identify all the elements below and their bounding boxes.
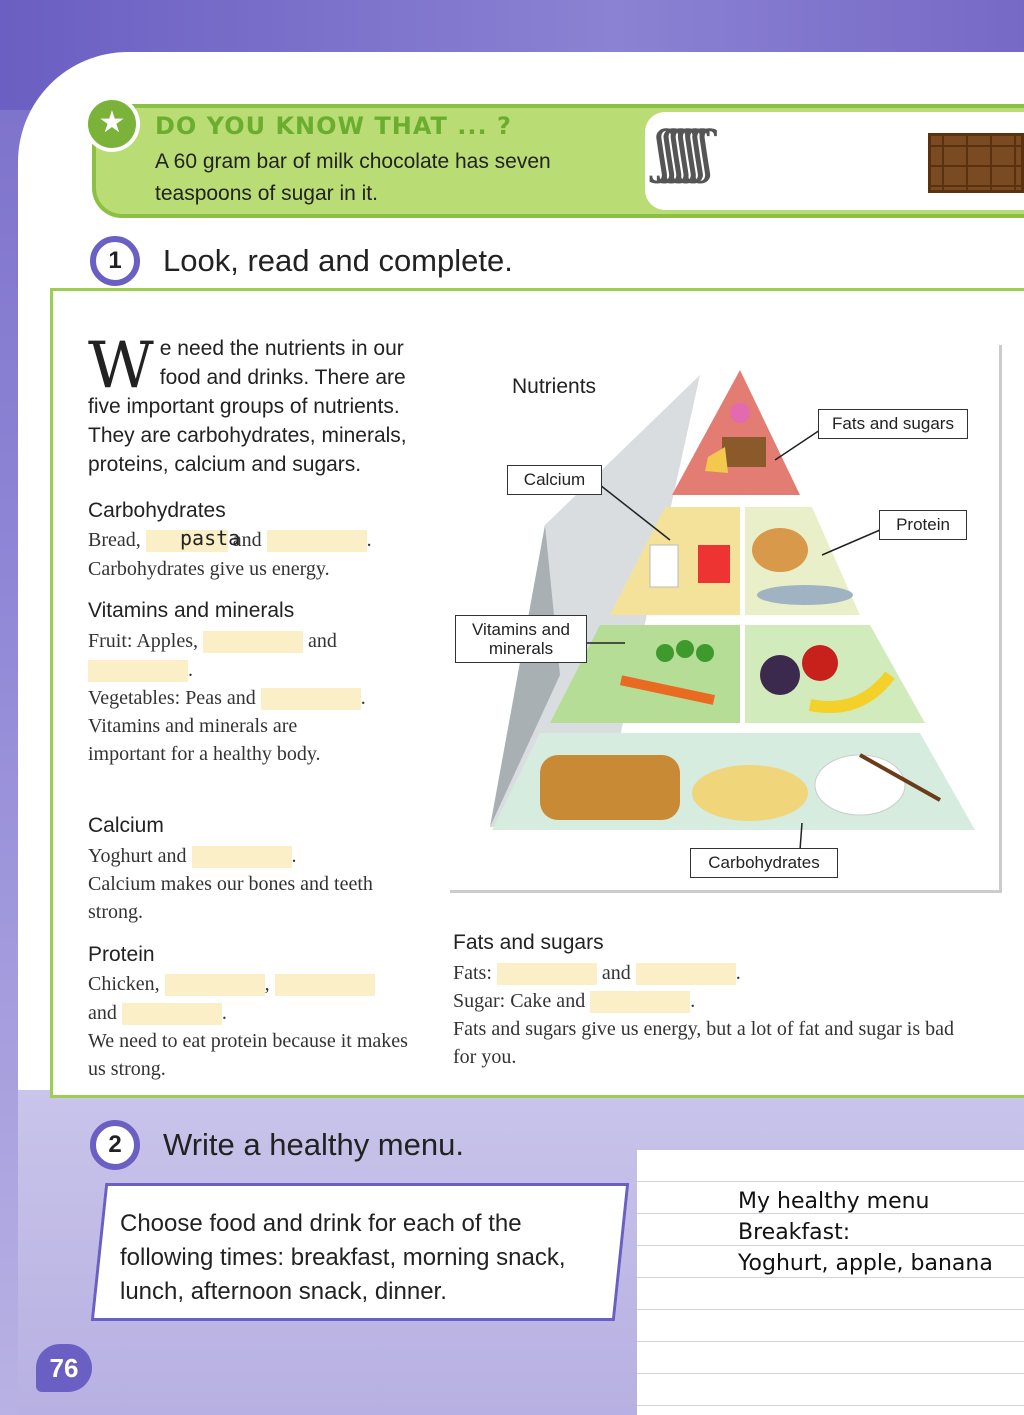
vitamins-veg-text: Vegetables: Peas and bbox=[88, 687, 256, 709]
protein-blank-2[interactable] bbox=[275, 974, 375, 996]
intro-text: e need the nutrients in our food and drinks. There are five important groups of nutrients. They are carbohydrates, minerals, proteins, calcium and sugars. bbox=[88, 337, 407, 476]
vitamins-blank-3[interactable] bbox=[261, 688, 361, 710]
vitamins-fruit-text: Fruit: Apples, bbox=[88, 630, 199, 652]
instructions-text: Choose food and drink for each of the following times: breakfast, morning snack, lunch, afternoon snack, dinner. bbox=[120, 1210, 566, 1305]
chocolate-icon bbox=[722, 437, 766, 467]
page-number: 76 bbox=[36, 1344, 92, 1392]
menu-breakfast-label: Breakfast: bbox=[738, 1220, 851, 1245]
menu-notes bbox=[738, 1186, 993, 1279]
milk-glass-icon bbox=[650, 545, 678, 587]
did-you-know-text: A 60 gram bar of milk chocolate has seven teaspoons of sugar in it. bbox=[155, 150, 551, 205]
menu-title: My healthy menu bbox=[738, 1189, 930, 1214]
carbohydrates-filled-answer: pasta bbox=[180, 526, 241, 550]
pyramid-title: Nutrients bbox=[512, 375, 597, 398]
vitamins-text: Vitamins and minerals are important for a healthy body. bbox=[88, 715, 321, 765]
fats-and-text: and bbox=[601, 962, 631, 984]
label-vitamins-minerals: Vitamins and minerals bbox=[455, 615, 587, 663]
rice-bowl-icon bbox=[815, 755, 905, 815]
protein-blank-3[interactable] bbox=[122, 1003, 222, 1025]
activity-number-badge: 1 bbox=[90, 236, 140, 286]
vitamins-and-text: and bbox=[308, 630, 337, 652]
grapes-icon bbox=[760, 655, 800, 695]
label-calcium: Calcium bbox=[507, 465, 602, 495]
protein-text: We need to eat protein because it makes us strong. bbox=[88, 1030, 408, 1080]
vitamins-blank-2[interactable] bbox=[88, 660, 188, 682]
activity-title: Look, read and complete. bbox=[163, 243, 513, 278]
fats-text: Fats and sugars give us energy, but a lot of fat and sugar is bad for you. bbox=[453, 1018, 955, 1068]
calcium-text: Calcium makes our bones and teeth strong. bbox=[88, 873, 373, 923]
calcium-blank[interactable] bbox=[192, 846, 292, 868]
activity2-title: Write a healthy menu. bbox=[163, 1127, 464, 1162]
did-you-know-title: DO YOU KNOW THAT ... ? bbox=[155, 112, 512, 140]
label-carbohydrates: Carbohydrates bbox=[690, 848, 838, 878]
protein-heading: Protein bbox=[88, 943, 155, 966]
label-protein: Protein bbox=[879, 510, 967, 540]
carbohydrates-blank-2[interactable] bbox=[267, 530, 367, 552]
protein-chicken-text: Chicken, bbox=[88, 973, 160, 995]
calcium-line: Yoghurt and . bbox=[88, 845, 297, 867]
cupcake-icon bbox=[730, 403, 750, 423]
carbohydrates-and-text: and bbox=[232, 529, 262, 551]
teaspoons-icon: ʃʃʃʃʃʃʃ bbox=[655, 120, 706, 185]
protein-and-text: and bbox=[88, 1002, 117, 1024]
fats-heading: Fats and sugars bbox=[453, 931, 604, 954]
chocolate-bar-icon bbox=[928, 133, 1024, 193]
spaghetti-icon bbox=[692, 765, 808, 821]
activity2-number-badge: 2 bbox=[90, 1120, 140, 1170]
vitamins-fruit-line bbox=[88, 627, 433, 655]
sugar-line: Sugar: Cake and . bbox=[453, 990, 696, 1012]
fats-blank-2[interactable] bbox=[636, 963, 736, 985]
carbohydrates-text: Carbohydrates give us energy. bbox=[88, 558, 330, 580]
carbohydrates-bread-text: Bread, bbox=[88, 529, 141, 551]
apple-icon bbox=[802, 645, 838, 681]
carbohydrates-line1: Bread, and . bbox=[88, 529, 372, 551]
peas-icon bbox=[656, 644, 674, 662]
vitamins-blank-line: . bbox=[88, 656, 193, 684]
drop-cap: W bbox=[88, 329, 154, 403]
intro-paragraph bbox=[88, 329, 438, 479]
protein-line1: Chicken, , bbox=[88, 970, 433, 998]
vitamins-heading: Vitamins and minerals bbox=[88, 599, 295, 622]
menu-breakfast-items: Yoghurt, apple, banana bbox=[738, 1251, 993, 1276]
calcium-heading: Calcium bbox=[88, 814, 164, 837]
fats-label-text: Fats: bbox=[453, 962, 492, 984]
fats-blank-1[interactable] bbox=[497, 963, 597, 985]
yoghurt-icon bbox=[698, 545, 730, 583]
carbohydrates-heading: Carbohydrates bbox=[88, 499, 226, 522]
vitamins-veg-line: Vegetables: Peas and . bbox=[88, 687, 366, 709]
vitamins-blank-1[interactable] bbox=[203, 631, 303, 653]
bread-icon bbox=[540, 755, 680, 820]
chicken-icon bbox=[752, 528, 808, 572]
protein-line2: and . bbox=[88, 1002, 227, 1024]
protein-blank-1[interactable] bbox=[165, 974, 265, 996]
label-fats-sugars: Fats and sugars bbox=[818, 409, 968, 439]
fats-line: Fats: and . bbox=[453, 962, 741, 984]
sugar-label-text: Sugar: Cake and bbox=[453, 990, 586, 1012]
sugar-blank[interactable] bbox=[590, 991, 690, 1013]
calcium-yoghurt-text: Yoghurt and bbox=[88, 845, 187, 867]
star-icon: ★ bbox=[84, 96, 140, 152]
fish-icon bbox=[757, 585, 853, 605]
